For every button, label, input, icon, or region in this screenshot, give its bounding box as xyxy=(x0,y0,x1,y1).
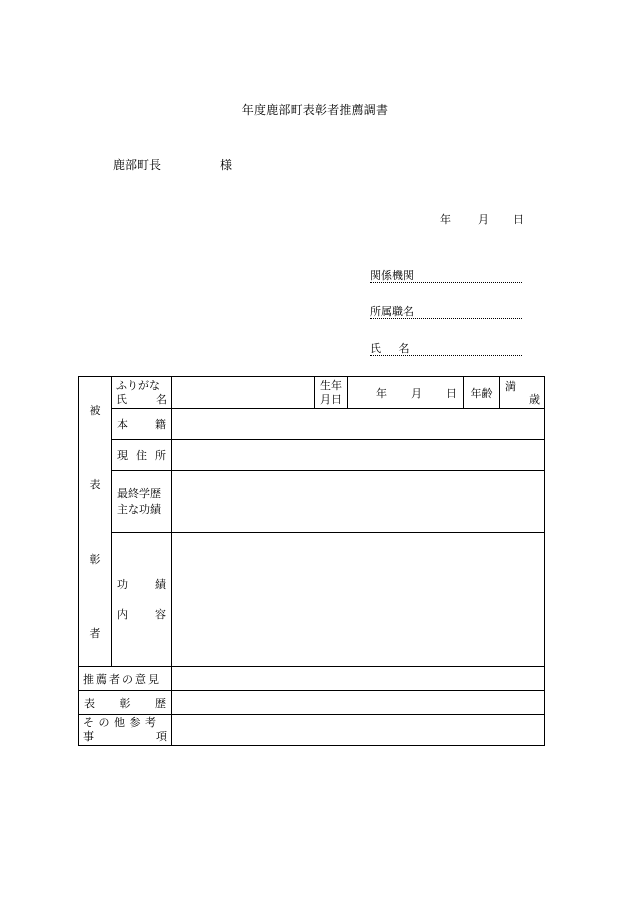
address-char-2: 住 xyxy=(136,449,147,462)
merit-content-field[interactable] xyxy=(172,533,545,667)
birth-label-2: 月日 xyxy=(320,392,342,406)
name-label-1: 氏 xyxy=(116,392,127,406)
other-notes-char-1: 事 xyxy=(83,730,94,743)
age-label: 年齢 xyxy=(470,386,493,400)
award-history-label-cell xyxy=(79,691,172,715)
recommender-opinion-label-cell xyxy=(79,667,172,691)
birth-label-1: 生年 xyxy=(320,378,342,392)
address-char-1: 現 xyxy=(117,449,128,462)
awardee-char-3: 彰 xyxy=(89,552,101,566)
honorific: 様 xyxy=(220,158,233,172)
furigana-label: ふりがな xyxy=(116,378,160,392)
birth-year: 年 xyxy=(376,386,387,400)
recommendation-form-table xyxy=(78,376,545,746)
birth-month: 月 xyxy=(411,386,422,400)
name-label-2: 名 xyxy=(156,392,167,406)
domicile-char-1: 本 xyxy=(117,418,128,431)
awardee-char-1: 被 xyxy=(89,403,101,417)
document-title: 年度鹿部町表彰者推薦調書 xyxy=(241,103,389,117)
birthdate-field[interactable] xyxy=(348,377,464,409)
other-notes-line1: その他参考 xyxy=(83,716,161,729)
name-field[interactable] xyxy=(172,377,315,409)
awardee-char-4: 者 xyxy=(89,627,101,641)
birthdate-label-cell xyxy=(315,377,348,409)
age-field[interactable] xyxy=(500,377,545,409)
education-career-field[interactable] xyxy=(172,471,545,533)
education-label-cell xyxy=(112,471,172,533)
merit-char-1: 功 xyxy=(117,577,128,591)
recommender-opinion-field[interactable] xyxy=(172,667,545,691)
other-notes-field[interactable] xyxy=(172,715,545,746)
other-notes-label-cell xyxy=(79,715,172,746)
merit-char-2: 績 xyxy=(155,577,166,591)
domicile-field[interactable] xyxy=(172,409,545,440)
name-label-2: 名 xyxy=(398,342,410,355)
address-char-3: 所 xyxy=(155,449,166,462)
signature-name-line[interactable] xyxy=(370,340,522,356)
addressee: 鹿部町長 xyxy=(113,158,162,172)
recommender-opinion-label: 推薦者の意見 xyxy=(83,672,161,686)
domicile-label-cell xyxy=(112,409,172,440)
content-char-1: 内 xyxy=(117,607,128,621)
career-label: 主な功績 xyxy=(117,502,161,516)
award-history-char-3: 歴 xyxy=(155,696,166,710)
name-label-cell xyxy=(112,377,172,409)
merit-label-cell xyxy=(112,533,172,667)
date-month: 月 xyxy=(478,213,489,226)
age-full-label: 満 xyxy=(505,380,516,393)
signature-organization-line[interactable] xyxy=(370,267,522,283)
other-notes-char-2: 項 xyxy=(156,730,167,743)
organization-label: 関係機関 xyxy=(370,269,414,282)
age-label-cell xyxy=(464,377,500,409)
address-field[interactable] xyxy=(172,440,545,471)
education-label: 最終学歴 xyxy=(117,486,161,500)
date-year: 年 xyxy=(440,213,451,226)
award-history-field[interactable] xyxy=(172,691,545,715)
birth-day: 日 xyxy=(446,386,457,400)
award-history-char-1: 表 xyxy=(84,696,95,710)
date-day: 日 xyxy=(513,213,524,226)
age-unit-label: 歳 xyxy=(529,393,540,406)
award-history-char-2: 彰 xyxy=(119,696,131,710)
content-char-2: 容 xyxy=(155,607,166,621)
name-label-1: 氏 xyxy=(370,342,381,355)
address-label-cell xyxy=(112,440,172,471)
position-label: 所属職名 xyxy=(370,305,414,318)
awardee-char-2: 表 xyxy=(89,478,101,492)
domicile-char-2: 籍 xyxy=(155,418,166,431)
awardee-vertical-label xyxy=(79,377,112,667)
signature-position-line[interactable] xyxy=(370,303,522,319)
